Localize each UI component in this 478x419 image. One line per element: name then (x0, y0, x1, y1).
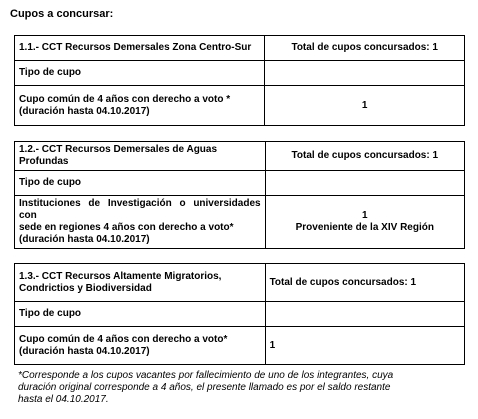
table-row (15, 196, 465, 249)
table-header-row (15, 142, 465, 171)
cupo-description-cell (15, 327, 266, 365)
tipo-cupo-label: Tipo de cupo (15, 171, 266, 196)
cupo-value-cell (265, 196, 464, 249)
footnote-line-1: *Corresponde a los cupos vacantes por fallecimiento de uno de los integrantes, cuya (18, 370, 394, 381)
footnote-line-3: hasta el 04.10.2017. (18, 394, 109, 405)
cupo-duration-line: (duración hasta 04.10.2017) (19, 105, 150, 117)
cupos-table-zona-centro-sur (14, 35, 465, 126)
tipo-cupo-row (15, 171, 465, 196)
cupo-value-cell: 1 (265, 86, 465, 126)
total-cupos-cell: Total de cupos concursados: 1 (265, 142, 464, 171)
table-header-row (15, 264, 465, 302)
tipo-cupo-label: Tipo de cupo (15, 302, 266, 327)
cupo-description-cell (15, 196, 266, 249)
cupo-duration-line: (duración hasta 04.10.2017) (19, 234, 150, 245)
total-cupos-cell: Total de cupos concursados: 1 (265, 36, 465, 61)
table-title-line-2: Condrictios y Biodiversidad (19, 282, 152, 294)
section-heading: Cupos a concursar: (10, 8, 114, 20)
table-title-line-1: 1.3.- CCT Recursos Altamente Migratorios, (19, 270, 222, 282)
cupo-description-cell (15, 86, 265, 126)
cupo-description-line-2: sede en regiones 4 años con derecho a voto* (19, 222, 234, 233)
table-header-row (15, 36, 465, 61)
cupo-description-line: Cupo común de 4 años con derecho a voto * (19, 93, 231, 105)
tipo-cupo-row (15, 61, 465, 86)
cupo-description-line: Cupo común de 4 años con derecho a voto* (19, 333, 228, 345)
cupos-table-aguas-profundas (14, 141, 465, 249)
tipo-cupo-empty (265, 61, 465, 86)
cupo-value-cell: 1 (265, 327, 464, 365)
cupo-description-line: Instituciones de Investigación o universidades con (19, 198, 261, 221)
tipo-cupo-row (15, 302, 465, 327)
cupo-value: 1 (362, 210, 368, 221)
footnote-line-2: duración original corresponde a 4 años, el presente llamado es por el saldo restante (18, 382, 391, 393)
cupos-table-altamente-migratorios (14, 263, 465, 365)
table-title-cell: 1.2.- CCT Recursos Demersales de Aguas Profundas (15, 142, 266, 171)
footnote (18, 370, 463, 406)
cupo-value-note: Proveniente de la XIV Región (295, 222, 434, 233)
total-cupos-cell: Total de cupos concursados: 1 (265, 264, 464, 302)
table-title-cell: 1.1.- CCT Recursos Demersales Zona Centro-Sur (15, 36, 265, 61)
tipo-cupo-empty (265, 171, 464, 196)
cupo-duration-line: (duración hasta 04.10.2017) (19, 345, 150, 357)
table-row (15, 327, 465, 365)
tipo-cupo-empty (265, 302, 464, 327)
table-title-cell (15, 264, 266, 302)
table-row (15, 86, 465, 126)
tipo-cupo-label: Tipo de cupo (15, 61, 265, 86)
